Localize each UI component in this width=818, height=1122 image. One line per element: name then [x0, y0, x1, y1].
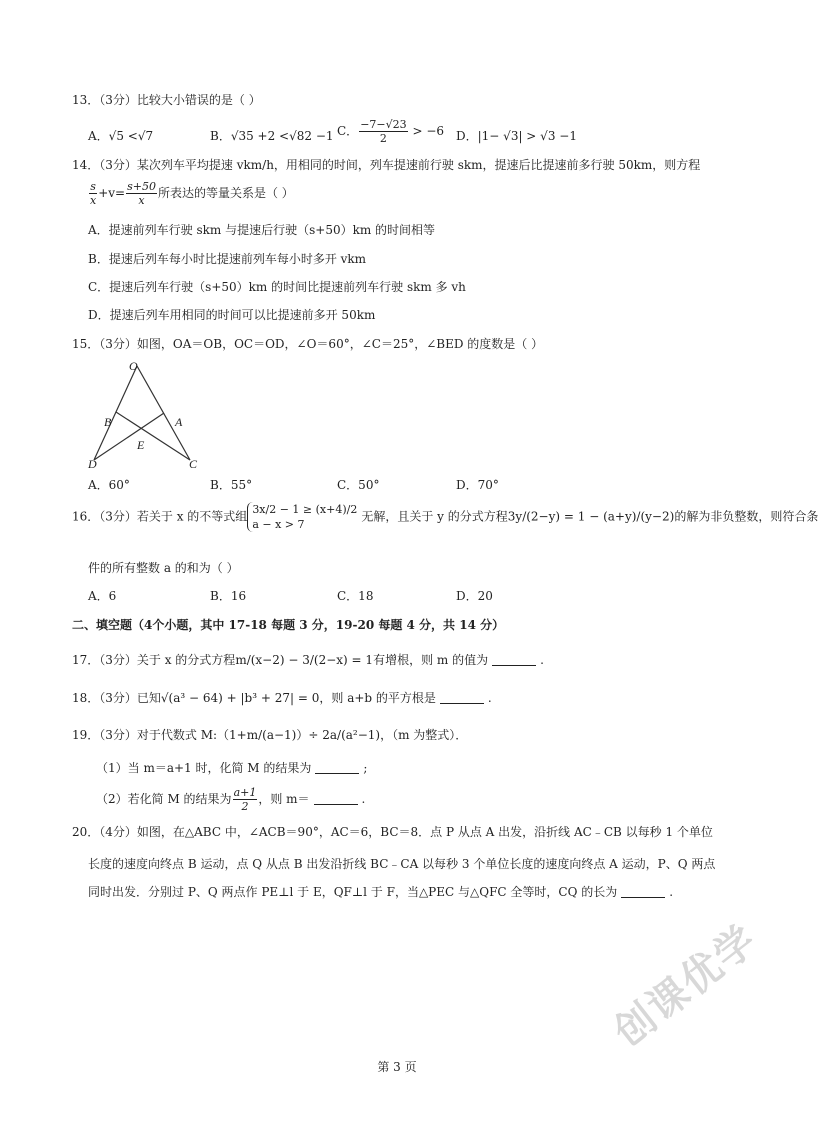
q14-frac1-numerator: s — [90, 180, 96, 193]
q16-post: 的解为非负整数，则符合条 — [674, 509, 818, 524]
q14-option-b: B．提速后列车每小时比提速前列车每小时多开 vkm — [88, 252, 367, 266]
q15-option-c: C．50° — [337, 478, 380, 492]
q13-option-c-numerator: −7−√23 — [360, 118, 407, 131]
q14-frac1-denominator: x — [90, 194, 97, 207]
q18-post: ，则 a+b 的平方根是 — [319, 691, 436, 705]
q15-option-a: A．60° — [88, 478, 130, 492]
q20-line3-text: 同时出发．分别过 P、Q 两点作 PE⊥l 于 E，QF⊥l 于 F，当△PEC 与△QFC 全等时，CQ 的长为 — [88, 885, 618, 899]
q15-label-b: B — [104, 415, 112, 429]
q19-sub1-text: （1）当 m＝a+1 时，化简 M 的结果为 — [96, 761, 312, 775]
q16-fraction-equation: 3y/(2−y) = 1 − (a+y)/(y−2) — [507, 509, 675, 524]
q14-frac2-numerator: s+50 — [127, 180, 156, 193]
q13-option-c-rest: > −6 — [408, 124, 445, 138]
q16-mid: 无解，且关于 y 的分式方程 — [361, 509, 508, 524]
q17-end: . — [540, 653, 544, 667]
q14-option-d: D．提速后列车用相同的时间可以比提速前多开 50km — [88, 308, 376, 322]
q19-sub2-end: . — [361, 792, 366, 806]
q14-eq-middle: +v= — [98, 186, 126, 200]
q15-label-c: C — [189, 457, 198, 471]
q20-answer-blank[interactable] — [621, 885, 665, 898]
page-number: 第 3 页 — [377, 1060, 417, 1074]
q14-fraction-s-over-x — [89, 180, 97, 207]
q19-sub2-post: ，则 m＝ — [258, 792, 310, 806]
q16-system-row2: a − x > 7 — [252, 518, 305, 531]
q15-label-o: O — [129, 359, 138, 373]
section-heading-fill-in: 二、填空题（4个小题，其中 17-18 每题 3 分，19-20 每题 4 分，共 14 分） — [72, 618, 505, 632]
q18-pre: 18．（3分）已知 — [72, 691, 161, 705]
q13-option-c-denominator: 2 — [379, 132, 387, 145]
q14-stem: 14．（3分）某次列车平均提速 vkm/h，用相同的时间，列车提速前行驶 skm，提速后比提速前多行驶 50km，则方程 — [72, 158, 701, 172]
q15-label-d: D — [88, 457, 97, 471]
q13-stem: 13．（3分）比较大小错误的是（ ） — [72, 93, 261, 107]
q14-fraction-s50-over-x — [126, 180, 157, 207]
q16-option-a: A．6 — [88, 589, 117, 603]
q17-answer-blank[interactable] — [492, 653, 536, 666]
q13-option-b: B．√35 +2 <√82 −1 — [210, 129, 334, 143]
q14-equation-line — [88, 180, 294, 207]
q16-option-c: C．18 — [337, 589, 374, 603]
q20-line2: 长度的速度向终点 B 运动，点 Q 从点 B 出发沿折线 BC﹣CA 以每秒 3 个单位长度的速度向终点 A 运动，P、Q 两点 — [88, 857, 716, 871]
q15-triangle-figure — [82, 356, 207, 471]
q13-option-c-fraction — [359, 118, 407, 145]
q20-line1: 20．（4分）如图，在△ABC 中，∠ACB＝90°，AC＝6，BC＝8．点 P 从点 A 出发，沿折线 AC﹣CB 以每秒 1 个单位 — [72, 825, 713, 839]
q16-option-d: D．20 — [456, 589, 493, 603]
q19-sub2-fraction — [233, 786, 258, 813]
q19-sub2-denominator: 2 — [241, 800, 249, 813]
q15-option-d: D．70° — [456, 478, 499, 492]
q13-option-c — [337, 118, 444, 145]
q18-stem — [72, 690, 492, 706]
q19-sub2-pre: （2）若化简 M 的结果为 — [96, 792, 232, 806]
q17-equation: m/(x−2) − 3/(2−x) = 1 — [235, 653, 374, 667]
q16-option-b: B．16 — [210, 589, 247, 603]
q18-end: . — [487, 691, 492, 705]
q13-option-c-label: C． — [337, 124, 359, 138]
q13-option-a: A．√5 <√7 — [88, 129, 154, 143]
q16-stem-line1 — [72, 502, 818, 532]
watermark-logo: 创课优学 — [605, 916, 767, 1057]
q14-option-a: A．提速前列车行驶 skm 与提速后行驶（s+50）km 的时间相等 — [88, 223, 436, 237]
q19-sub1-end: ; — [363, 761, 368, 775]
q14-frac2-denominator: x — [138, 194, 145, 207]
q17-post: 有增根，则 m 的值为 — [373, 653, 489, 667]
q16-inequality-system — [247, 502, 361, 532]
q19-sub2 — [96, 786, 365, 813]
q18-answer-blank[interactable] — [440, 691, 484, 704]
q17-pre: 17．（3分）关于 x 的分式方程 — [72, 653, 236, 667]
q15-option-b: B．55° — [210, 478, 253, 492]
q19-sub2-answer-blank[interactable] — [314, 792, 358, 805]
q16-stem-line2: 件的所有整数 a 的和为（ ） — [88, 561, 239, 575]
q14-option-c: C．提速后列车行驶（s+50）km 的时间比提速前列车行驶 skm 多 vh — [88, 280, 466, 294]
q20-line3 — [88, 884, 673, 900]
q16-pre: 16．（3分）若关于 x 的不等式组 — [72, 509, 248, 524]
q15-stem: 15．（3分）如图，OA＝OB，OC＝OD，∠O＝60°，∠C＝25°，∠BED 的度数是（ ） — [72, 337, 544, 351]
q19-sub2-numerator: a+1 — [233, 786, 257, 799]
q15-label-a: A — [175, 415, 183, 429]
q19-stem: 19．（3分）对于代数式 M:（1+m/(a−1)）÷ 2a/(a²−1)，（m 为整式）． — [72, 728, 468, 742]
q15-label-e: E — [137, 438, 145, 452]
q17-stem — [72, 652, 544, 668]
q13-option-d: D．|1− √3| > √3 −1 — [456, 129, 577, 143]
q19-sub1 — [96, 760, 367, 776]
q20-end: . — [669, 885, 674, 899]
q19-sub1-answer-blank[interactable] — [315, 761, 359, 774]
q16-system-row1: 3x/2 − 1 ≥ (x+4)/2 — [252, 503, 358, 516]
q18-expression: √(a³ − 64) + |b³ + 27| = 0 — [160, 691, 320, 705]
q14-eq-tail: 所表达的等量关系是（ ） — [157, 186, 294, 200]
